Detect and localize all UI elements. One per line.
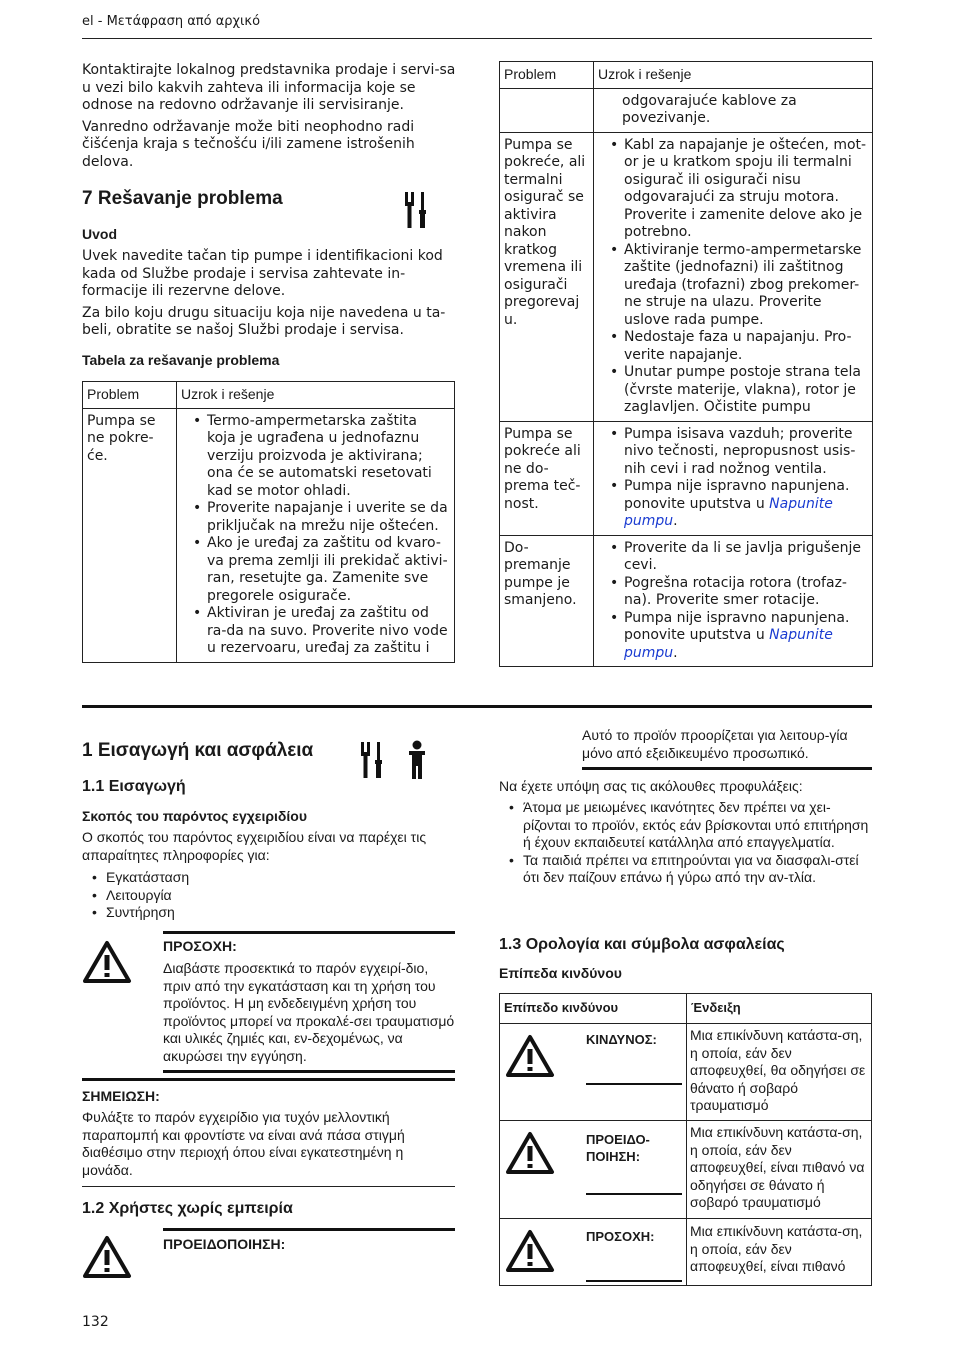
- purpose-text: Ο σκοπός του παρόντος εγχειριδίου είναι να παρέχει τις απαραίτητες πληροφορίες για:: [82, 829, 427, 863]
- intro-text: Αυτό το προϊόν προορίζεται για λειτουρ-γία μόνο από εξειδικευμένο προσωπικό.: [582, 727, 848, 761]
- note-label: ΣΗΜΕΙΩΣΗ:: [82, 1088, 160, 1104]
- precautions-text: Να έχετε υπόψη σας τις ακόλουθες προφυλάξεις:: [499, 778, 803, 794]
- note-top-rule: [82, 1078, 455, 1081]
- tools-icon: [358, 740, 388, 780]
- header-rule: [82, 38, 872, 39]
- warning-triangle-icon: [505, 1034, 555, 1078]
- list-item: • Kabl za napajanje je oštećen, mot-or je u kratkom spoju ili termalni osigurač ili osigurači nisu odgovarajući za struju motora. Proverite i zamenite delove ako je potrebno.: [624, 137, 868, 242]
- section-title-introduction: 1 Εισαγωγή και ασφάλεια: [82, 740, 314, 761]
- intro-rule: [582, 767, 872, 770]
- list-item: • Λειτουργία: [106, 887, 189, 905]
- table2-row1-problem: Pumpa se pokreće, ali termalni osigurač se aktivira nakon kratkog vremena ili osigurači pregorevaj u.: [500, 132, 594, 421]
- table2-header-problem: Problem: [500, 62, 594, 89]
- row-divider: [500, 1120, 871, 1121]
- subsection-1-3: 1.3 Ορολογία και σύμβολα ασφαλείας: [499, 936, 785, 953]
- list-item: • Pumpa nije ispravno napunjena. ponovite uputstva u Napunite pumpu.: [624, 478, 868, 531]
- uvod-label: Uvod: [82, 226, 117, 242]
- table-label: Tabela za rešavanje problema: [82, 352, 280, 368]
- hazard-levels-label: Επίπεδα κινδύνου: [499, 965, 622, 981]
- table1-problem-cell: Pumpa se ne pokre-će.: [83, 408, 177, 662]
- table1-cause-cell: [177, 408, 455, 662]
- hazard-label-warning: ΠΡΟΕΙΔΟ-ΠΟΙΗΣΗ:: [586, 1132, 650, 1164]
- column-divider: [686, 994, 687, 1285]
- subsection-1-2: 1.2 Χρήστες χωρίς εμπειρία: [82, 1200, 293, 1217]
- list-item: • Proverite da li se javlja prigušenje cevi.: [624, 540, 868, 575]
- maintenance-paragraph-2: Vanredno održavanje može biti neophodno radi čišćenja kraja s tečnošću i/ili zamene istrošenih delova.: [82, 118, 415, 170]
- purpose-bullets: [82, 869, 189, 922]
- list-item: • Proverite napajanje i uverite se da priključak na mrežu nije oštećen.: [207, 500, 450, 535]
- warning-triangle-icon: [82, 1235, 132, 1279]
- list-item: • Termo-ampermetarska zaštita koja je ugrađena u jednofaznu verziju proizvoda je aktivirana; ona će se automatski resetovati kad se motor ohladi.: [207, 413, 450, 501]
- note-bottom-rule: [82, 1186, 455, 1187]
- precautions-bullets: [499, 799, 873, 887]
- row-divider: [500, 1023, 871, 1024]
- table2-continuation: odgovarajuće kablove za povezivanje.: [622, 92, 797, 126]
- hazard-table-header-level: Επίπεδο κινδύνου: [504, 1000, 619, 1015]
- troubleshooting-table-1: [82, 381, 455, 663]
- table2-cont-cell: [594, 88, 873, 132]
- page-number: 132: [82, 1314, 109, 1330]
- person-icon: [404, 740, 430, 780]
- caution-bottom-rule: [163, 1070, 455, 1073]
- warning-top-rule: [163, 1228, 455, 1231]
- row-divider: [500, 1218, 871, 1219]
- hazard-text-caution: Μια επικίνδυνη κατάστα-ση, η οποία, εάν δεν αποφευχθεί, είναι πιθανό: [690, 1223, 863, 1274]
- warning-label: ΠΡΟΕΙΔΟΠΟΙΗΣΗ:: [163, 1236, 286, 1252]
- section-divider: [82, 705, 872, 708]
- table2-row2-problem: Pumpa se pokreće ali ne do-prema teč-nost.: [500, 421, 594, 535]
- table2-row3-cause: [594, 535, 873, 667]
- hazard-text-warning: Μια επικίνδυνη κατάστα-ση, η οποία, εάν δεν αποφευχθεί, είναι πιθανό να οδηγήσει σε θάνατο ή σοβαρό τραυματισμό: [690, 1124, 865, 1210]
- note-text: Φυλάξτε το παρόν εγχειρίδιο για τυχόν μελλοντική παραπομπή και φροντίστε να είναι ανά πάσα στιγμή διαθέσιμο στην περιοχή όπου είναι εγκατεστημένη η μονάδα.: [82, 1109, 405, 1178]
- list-item-text: Pumpa nije ispravno napunjena. ponovite uputstva u: [624, 609, 850, 643]
- list-item: • Εγκατάσταση: [106, 869, 189, 887]
- list-item: • Pumpa isisava vazduh; proverite nivo tečnosti, nepropusnost usis-nih cevi i rad nožnog ventila.: [624, 426, 868, 479]
- tools-icon: [402, 190, 432, 230]
- list-item: • Τα παιδιά πρέπει να επιτηρούνται για να διασφαλι-στεί ότι δεν παίζουν επάνω ή γύρω από την αν-τλία.: [523, 852, 873, 887]
- table1-cause-list: [181, 413, 450, 658]
- warning-triangle-icon: [82, 940, 132, 984]
- list-item: • Συντήρηση: [106, 904, 189, 922]
- section-title-troubleshooting: 7 Rešavanje problema: [82, 188, 283, 209]
- table2-row1-list: [598, 137, 868, 417]
- table1-header-cause: Uzrok i rešenje: [177, 382, 455, 409]
- list-item: • Ako je uređaj za zaštitu od kvaro-va prema zemlji ili prekidač aktivi-ran, resetujte ga. Zamenite sve pregorele osigurače.: [207, 535, 450, 605]
- hazard-label-caution: ΠΡΟΣΟΧΗ:: [586, 1229, 655, 1244]
- hazard-label-rule: [586, 1083, 682, 1085]
- list-item: • Unutar pumpe postoje strana tela (čvrste materije, vlakna), rotor je zaglavljen. Očistite pumpu: [624, 364, 868, 417]
- table2-row2-cause: [594, 421, 873, 535]
- subsection-1-1: 1.1 Εισαγωγή: [82, 778, 186, 795]
- list-item: • Aktiviranje termo-ampermetarske zaštite (jednofazni) ili zaštitnog uređaja (trofazni) zbog prekomer-ne struje na ulazu. Proverite uslove rada pumpe.: [624, 242, 868, 330]
- table2-cont-problem-cell: [500, 88, 594, 132]
- list-item: • Nedostaje faza u napajanju. Pro-verite napajanje.: [624, 329, 868, 364]
- list-item: • Aktiviran je uređaj za zaštitu od ra-da na suvo. Proverite nivo vode u rezervoaru, uređaj za zaštitu i: [207, 605, 450, 658]
- table2-row1-cause: [594, 132, 873, 421]
- troubleshooting-table-2: [499, 61, 873, 667]
- caution-text: Διαβάστε προσεκτικά το παρόν εγχειρί-διο, πριν από την εγκατάσταση και τη χρήση του προϊόντος. Η μη ενδεδειγμένη χρήση του προϊόντος μπορεί να προκαλέ-σει τραυματισμό και υλικές ζημιές και, εν-δεχομένως, να ακυρώσει την εγγύηση.: [163, 960, 455, 1064]
- uvod-paragraph-2: Za bilo koju drugu situaciju koja nije navedena u ta-beli, obratite se našoj Službi prodaje i servisa.: [82, 304, 446, 338]
- maintenance-paragraph-1: Kontaktirajte lokalnog predstavnika prodaje i servi-sa u vezi bilo kakvih zahteva ili informacija koje se odnose na redovno održavanje ili servisiranje.: [82, 62, 456, 113]
- warning-triangle-icon: [505, 1229, 555, 1273]
- list-item: • Pumpa nije ispravno napunjena. ponovite uputstva u Napunite pumpu.: [624, 610, 868, 663]
- caution-top-rule: [163, 931, 455, 934]
- hazard-label-danger: ΚΙΝΔΥΝΟΣ:: [586, 1032, 657, 1047]
- left-top-column: [82, 62, 456, 171]
- caution-label: ΠΡΟΣΟΧΗ:: [163, 938, 237, 954]
- table1-header-problem: Problem: [83, 382, 177, 409]
- table2-row3-list: [598, 540, 868, 663]
- purpose-label: Σκοπός του παρόντος εγχειριδίου: [82, 808, 307, 824]
- list-item-text: Pumpa nije ispravno napunjena. ponovite uputstva u: [624, 478, 850, 512]
- uvod-paragraph-1: Uvek navedite tačan tip pumpe i identifikacioni kod kada od Službe prodaje i servisa zahtevate in-formacije ili rezervne delove.: [82, 248, 443, 299]
- hazard-label-rule: [586, 1280, 682, 1282]
- uvod-text: [82, 248, 458, 340]
- table2-row3-problem: Do-premanje pumpe je smanjeno.: [500, 535, 594, 667]
- warning-triangle-icon: [505, 1131, 555, 1175]
- hazard-label-rule: [586, 1193, 682, 1195]
- table2-header-cause: Uzrok i rešenje: [594, 62, 873, 89]
- napunite-pumpu-link[interactable]: Napunite pumpu: [624, 627, 833, 661]
- hazard-table-header-indication: Ένδειξη: [691, 1000, 741, 1015]
- table2-row2-list: [598, 426, 868, 531]
- hazard-levels-table: [499, 993, 872, 1286]
- list-item: • Άτομα με μειωμένες ικανότητες δεν πρέπει να χει-ρίζονται το προϊόν, εκτός εάν βρίσκονται υπό επιτήρηση ή έχουν εκπαιδευτεί κατάλληλα από επαγγελματία.: [523, 799, 873, 852]
- running-header: el - Μετάφραση από αρχικό: [82, 14, 261, 29]
- hazard-text-danger: Μια επικίνδυνη κατάστα-ση, η οποία, εάν δεν αποφευχθεί, θα οδηγήσει σε θάνατο ή σοβαρό τραυματισμό: [690, 1027, 866, 1113]
- napunite-pumpu-link[interactable]: Napunite pumpu: [624, 495, 833, 529]
- list-item: • Pogrešna rotacija rotora (trofaz-na). Proverite smer rotacije.: [624, 575, 868, 610]
